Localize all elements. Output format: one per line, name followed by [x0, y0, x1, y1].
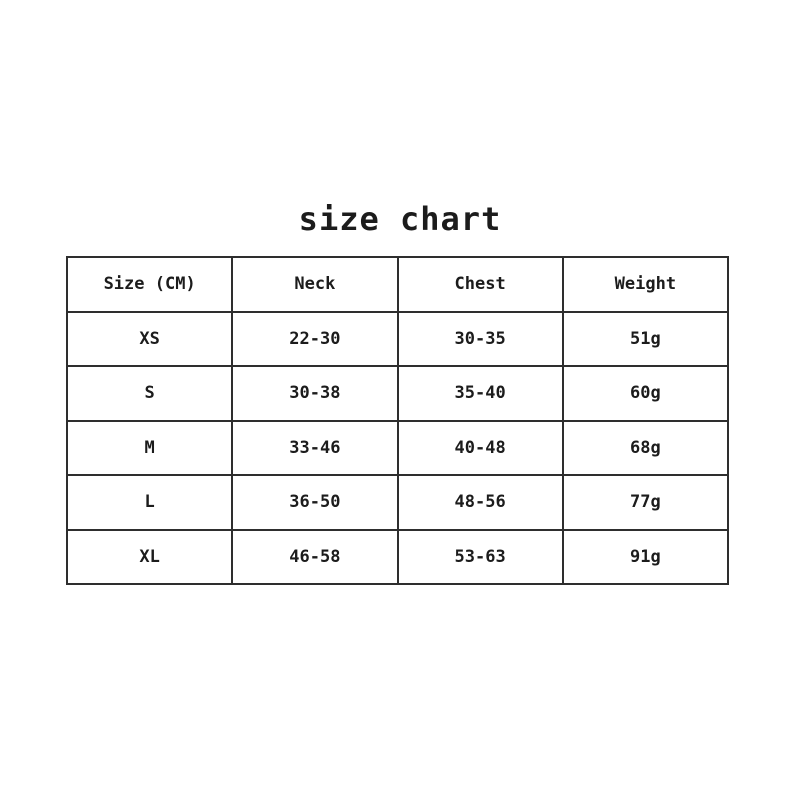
cell-weight: 77g — [563, 475, 728, 530]
cell-weight: 91g — [563, 530, 728, 585]
cell-size: XL — [67, 530, 232, 585]
cell-size: L — [67, 475, 232, 530]
header-cell-neck: Neck — [232, 257, 397, 312]
cell-weight: 68g — [563, 421, 728, 476]
cell-chest: 48-56 — [398, 475, 563, 530]
table-row-s — [67, 366, 728, 421]
table-header-row — [67, 257, 728, 312]
cell-chest: 53-63 — [398, 530, 563, 585]
page-title: size chart — [298, 200, 502, 238]
size-chart-table — [66, 256, 729, 585]
cell-neck: 36-50 — [232, 475, 397, 530]
cell-neck: 22-30 — [232, 312, 397, 367]
cell-neck: 33-46 — [232, 421, 397, 476]
cell-neck: 30-38 — [232, 366, 397, 421]
table-row-xl — [67, 530, 728, 585]
table-row-l — [67, 475, 728, 530]
cell-chest: 30-35 — [398, 312, 563, 367]
cell-chest: 40-48 — [398, 421, 563, 476]
cell-chest: 35-40 — [398, 366, 563, 421]
table-row-m — [67, 421, 728, 476]
cell-size: XS — [67, 312, 232, 367]
header-cell-weight: Weight — [563, 257, 728, 312]
cell-size: S — [67, 366, 232, 421]
cell-size: M — [67, 421, 232, 476]
cell-neck: 46-58 — [232, 530, 397, 585]
cell-weight: 51g — [563, 312, 728, 367]
table-row-xs — [67, 312, 728, 367]
cell-weight: 60g — [563, 366, 728, 421]
header-cell-size: Size (CM) — [67, 257, 232, 312]
header-cell-chest: Chest — [398, 257, 563, 312]
